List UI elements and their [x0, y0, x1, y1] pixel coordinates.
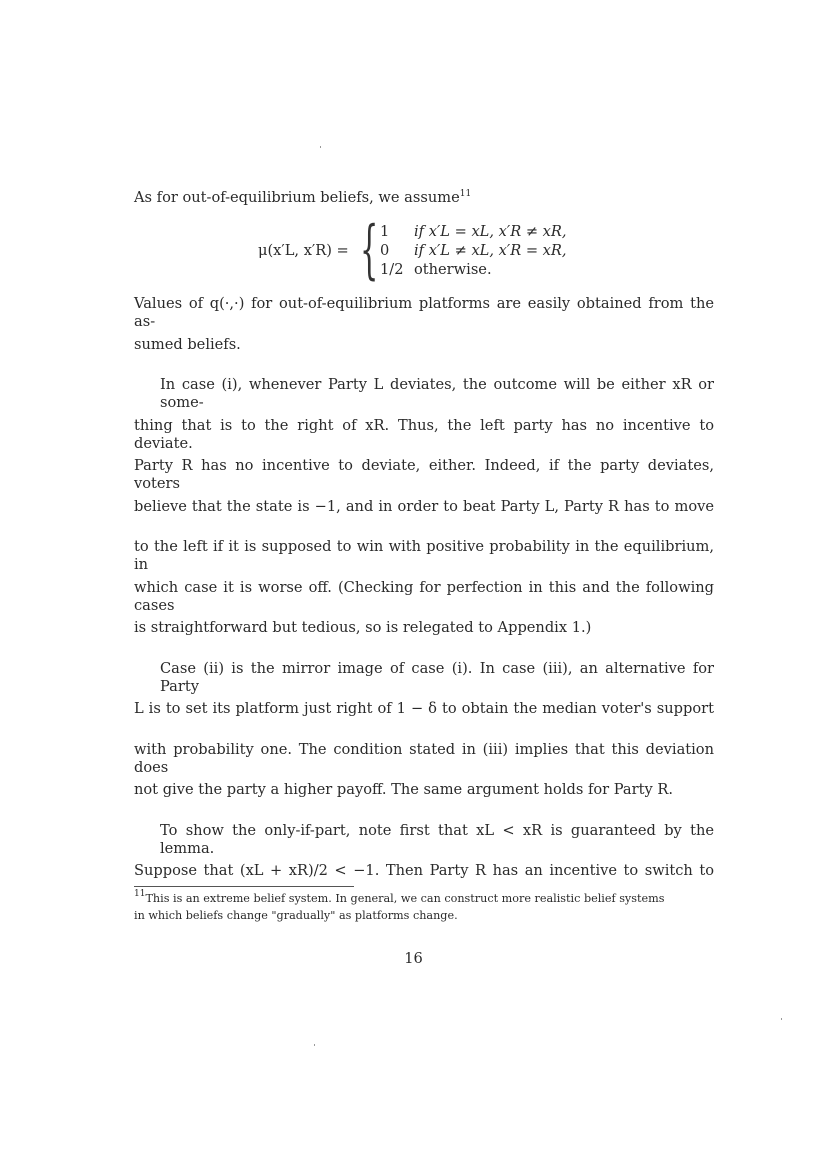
text-line: to the left if it is supposed to win with positive probability in the equilibrium, in [134, 538, 714, 573]
scan-speck [781, 1018, 782, 1020]
case-value: 0 [380, 242, 390, 259]
text-line: is straightforward but tedious, so is relegated to Appendix 1.) [134, 619, 592, 636]
intro-text: As for out-of-equilibrium beliefs, we assume [134, 189, 460, 206]
case-condition: if x′L ≠ xL, x′R = xR, [414, 242, 567, 259]
equation-case [380, 242, 567, 260]
intro-line [134, 189, 714, 207]
footnote-rule [134, 886, 354, 887]
footnote-text: This is an extreme belief system. In general, we can construct more realistic belief systems [145, 892, 665, 905]
text-line: Suppose that (xL + xR)/2 < −1. Then Party R has an incentive to switch to [134, 862, 714, 879]
case-condition: if x′L = xL, x′R ≠ xR, [414, 223, 567, 240]
text-line: thing that is to the right of xR. Thus, the left party has no incentive to deviate. [134, 417, 714, 452]
case-value: 1/2 [380, 261, 404, 278]
equation-case [380, 261, 492, 279]
text-line: To show the only-if-part, note first that xL < xR is guaranteed by the lemma. [160, 822, 714, 857]
footnote-line: in which beliefs change "gradually" as platforms change. [134, 909, 458, 922]
belief-equation [258, 213, 658, 287]
scan-speck [314, 1044, 315, 1046]
footnote-marker: 11 [459, 189, 472, 199]
text-line: which case it is worse off. (Checking for perfection in this and the following cases [134, 579, 714, 614]
scan-speck [320, 146, 321, 148]
text-line: In case (i), whenever Party L deviates, the outcome will be either xR or some- [160, 376, 714, 411]
text-line: sumed beliefs. [134, 336, 241, 353]
case-condition: otherwise. [414, 261, 492, 278]
equation-lhs: μ(x′L, x′R) = [258, 242, 349, 259]
footnote-line [134, 889, 714, 906]
text-line: with probability one. The condition stated in (iii) implies that this deviation does [134, 741, 714, 776]
text-line: Case (ii) is the mirror image of case (i). In case (iii), an alternative for Party [160, 660, 714, 695]
text-line: L is to set its platform just right of 1 − δ to obtain the median voter's support [134, 700, 714, 717]
text-line: Values of q(·,·) for out-of-equilibrium platforms are easily obtained from the as- [134, 295, 714, 330]
equation-case [380, 223, 567, 241]
footnote-number: 11 [134, 889, 146, 899]
page-number: 16 [404, 950, 423, 967]
equation-brace: { [360, 213, 379, 287]
case-value: 1 [380, 223, 390, 240]
text-line: believe that the state is −1, and in order to beat Party L, Party R has to move [134, 498, 714, 515]
text-line: Party R has no incentive to deviate, either. Indeed, if the party deviates, voters [134, 457, 714, 492]
text-line: not give the party a higher payoff. The same argument holds for Party R. [134, 781, 673, 798]
